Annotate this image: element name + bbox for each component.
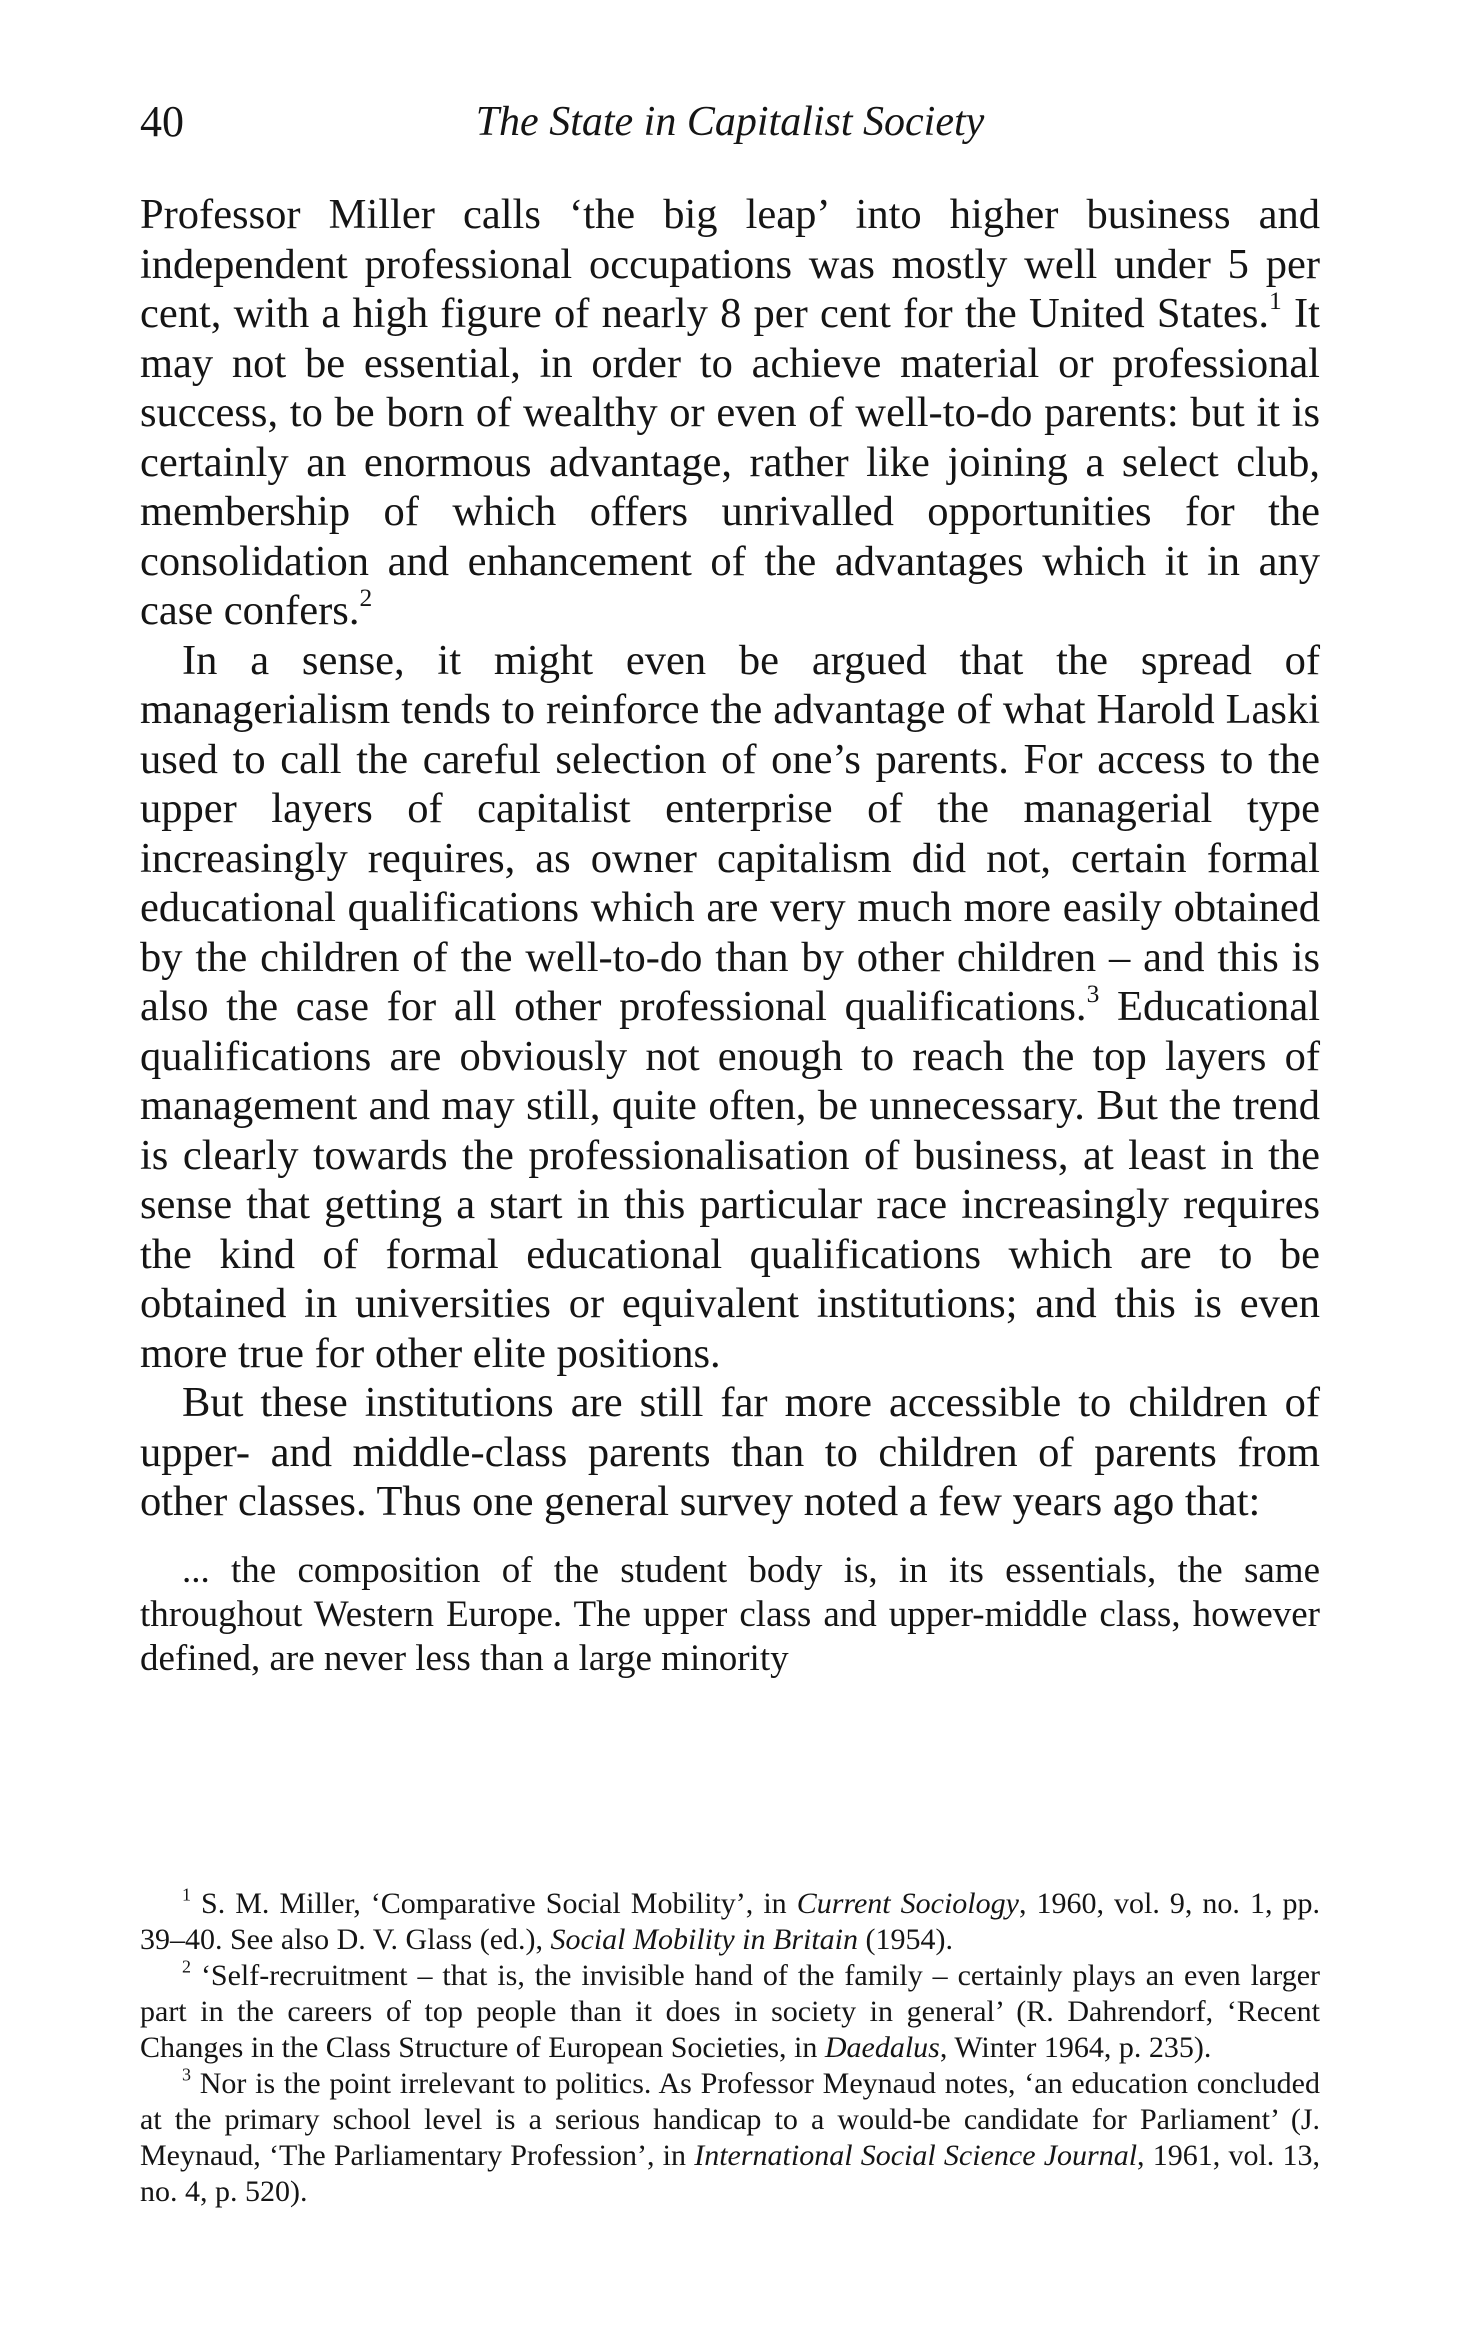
footnote-ref-3: 3 <box>1086 979 1100 1009</box>
footnote-ref-2: 2 <box>359 583 373 613</box>
footnote-ref-1: 1 <box>1269 286 1282 316</box>
footnote-1-text-cont: , 1960, vol. 9, no. 1, pp. 39–40. See also D. V. Glass (ed.), <box>140 1887 1320 1956</box>
block-quote-text: ... the composition of the student body is, in its essentials, the same throughout Western Europe. The upper class and upper-middle class, however defined, are never less than a large minority <box>140 1549 1320 1680</box>
footnote-3-text-end: , 1961, vol. 13, no. 4, p. 520). <box>140 2139 1320 2208</box>
paragraph-2 <box>140 636 1320 1379</box>
paragraph-3-text: But these institutions are still far more accessible to children of upper- and middle-class parents than to children of parents from other classes. Thus one general survey noted a few years ago that: <box>140 1379 1320 1525</box>
body-text <box>140 190 1320 1681</box>
block-quote <box>140 1549 1320 1682</box>
paragraph-1-text: Professor Miller calls ‘the big leap’ into higher business and independent professional occupations was mostly well under 5 per cent, with a high figure of nearly 8 per cent for the United States. <box>140 191 1320 337</box>
footnote-1-text-end: (1954). <box>858 1923 953 1956</box>
paragraph-2-text-cont: Educational qualifications are obviously not enough to reach the top layers of management and may still, quite often, be unnecessary. But the trend is clearly towards the professionalisation of business, at least in the sense that getting a start in this particular race increasingly requires the kind of formal educational qualifications which are to be obtained in universities or equivalent institutions; and this is even more true for other elite positions. <box>140 983 1321 1377</box>
footnote-1-text: S. M. Miller, ‘Comparative Social Mobility’, in <box>191 1887 797 1920</box>
footnote-1-title-2: Social Mobility in Britain <box>550 1923 859 1956</box>
footnote-1 <box>140 1886 1320 1958</box>
footnote-3-title: International Social Science Journal <box>694 2139 1138 2172</box>
paragraph-1 <box>140 190 1320 636</box>
footnote-2-number: 2 <box>182 1956 191 1977</box>
footnotes <box>140 1886 1320 2210</box>
footnote-1-number: 1 <box>182 1884 191 1905</box>
running-head: The State in Capitalist Society <box>475 99 985 145</box>
paragraph-2-text: In a sense, it might even be argued that the spread of managerialism tends to reinforce the advantage of what Harold Laski used to call the careful selection of one’s parents. For access to the upper layers of capitalist enterprise of the managerial type increasingly requires, as owner capitalism did not, certain formal educational qualifications which are very much more easily obtained by the children of the well-to-do than by other children – and this is also the case for all other professional qualifications. <box>140 636 1320 1030</box>
footnote-3-text: Nor is the point irrelevant to politics. As Professor Meynaud notes, ‘an education concluded at the primary school level is a serious handicap to a would-be candidate for Parliament’ (J. Meynaud, ‘The Parliamentary Profession’, in <box>140 2067 1320 2172</box>
footnote-2-text: ‘Self-recruitment – that is, the invisible hand of the family – certainly plays an even larger part in the careers of top people than it does in society in general’ (R. Dahrendorf, ‘Recent Changes in the Class Structure of European Societies, in <box>140 1959 1320 2064</box>
page-header <box>140 92 1320 152</box>
footnote-2-title: Daedalus <box>824 2031 940 2064</box>
footnote-2 <box>140 1958 1320 2066</box>
page-number: 40 <box>140 97 184 146</box>
footnote-2-text-end: , Winter 1964, p. 235). <box>939 2031 1212 2064</box>
footnote-3 <box>140 2066 1320 2210</box>
footnote-1-title: Current Sociology <box>796 1887 1019 1920</box>
paragraph-3 <box>140 1378 1320 1527</box>
paragraph-1-text-cont: It may not be essential, in order to achieve material or professional success, to be born of wealthy or even of well-to-do parents: but it is certainly an enormous advantage, rather like joining a select club, membership of which offers unrivalled opportunities for the consolidation and enhancement of the advantages which it in any case confers. <box>140 290 1320 634</box>
footnote-3-number: 3 <box>182 2064 191 2085</box>
